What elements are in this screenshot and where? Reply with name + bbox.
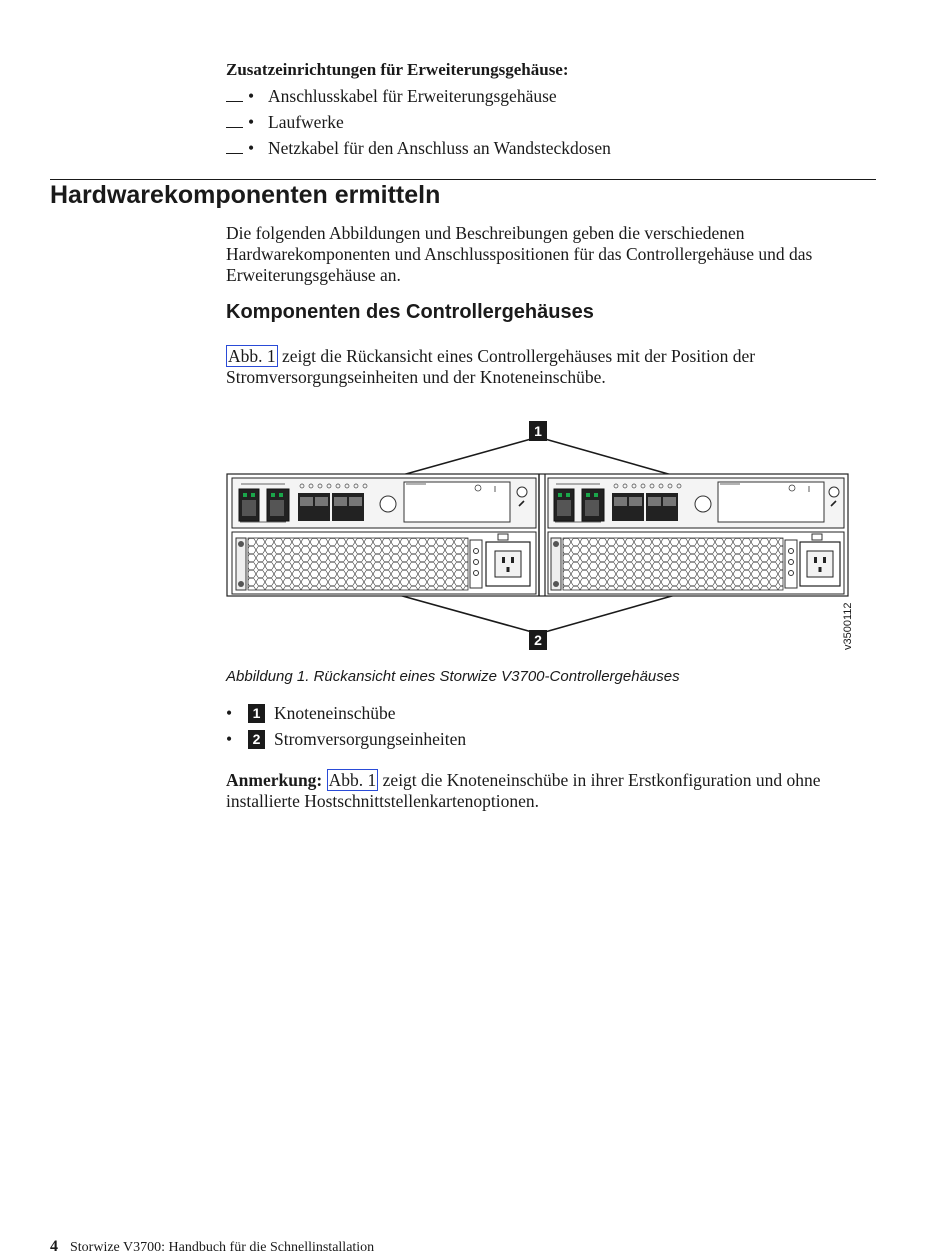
subsection-paragraph-text: zeigt die Rückansicht eines Controllergehäuses mit der Position der Stromversorgungseinheiten und der Knoteneinschübe. — [226, 346, 756, 387]
footer-title: Storwize V3700: Handbuch für die Schnellinstallation — [70, 1240, 375, 1255]
checklist-item-label: Laufwerke — [268, 112, 344, 132]
node-canister-left — [232, 478, 536, 528]
checkbox-blank — [226, 139, 243, 154]
section-title: Hardwarekomponenten ermitteln — [50, 181, 441, 209]
expansion-heading: Zusatzeinrichtungen für Erweiterungsgehäuse: — [226, 60, 569, 79]
checklist-item: • Laufwerke — [226, 112, 344, 133]
legend-callout: 2 — [248, 730, 265, 749]
section-intro: Die folgenden Abbildungen und Beschreibungen geben die verschiedenen Hardwarekomponenten und Anschlusspositionen für das Controllergehäuse und das Erweiterungsgehäuse an. — [226, 223, 813, 285]
note-paragraph — [226, 770, 856, 812]
note-label: Anmerkung: — [226, 770, 323, 790]
checklist-item-label: Anschlusskabel für Erweiterungsgehäuse — [268, 86, 557, 106]
power-supply-right — [548, 532, 844, 594]
legend-label: Stromversorgungseinheiten — [274, 729, 467, 749]
page-footer — [50, 1238, 374, 1256]
section-divider — [50, 179, 876, 180]
legend-item: • 2 Stromversorgungseinheiten — [226, 729, 467, 749]
checkbox-blank — [226, 87, 243, 102]
figure-rear-view — [220, 418, 860, 654]
legend-callout: 1 — [248, 704, 265, 723]
power-supply-left — [232, 532, 536, 594]
note-text: zeigt die Knoteneinschübe in ihrer Erstkonfiguration und ohne installierte Hostschnittstellenkartenoptionen. — [226, 770, 821, 811]
callout-1: 1 — [534, 423, 542, 439]
legend-label: Knoteneinschübe — [274, 703, 396, 723]
checklist-item-label: Netzkabel für den Anschluss an Wandsteckdosen — [268, 138, 611, 158]
subsection-paragraph — [226, 346, 866, 388]
figure-image-id: v3500112 — [842, 602, 854, 650]
figure-caption: Abbildung 1. Rückansicht eines Storwize V3700-Controllergehäuses — [226, 668, 680, 685]
checklist-item: • Netzkabel für den Anschluss an Wandsteckdosen — [226, 138, 611, 159]
legend-item: • 1 Knoteneinschübe — [226, 703, 396, 723]
figure-link[interactable]: Abb. 1 — [328, 770, 377, 790]
node-canister-right — [548, 478, 844, 528]
callout-2: 2 — [534, 632, 542, 648]
page-number: 4 — [50, 1238, 58, 1255]
checkbox-blank — [226, 113, 243, 128]
subsection-title: Komponenten des Controllergehäuses — [226, 301, 594, 323]
figure-link[interactable]: Abb. 1 — [228, 346, 276, 366]
checklist-item: • Anschlusskabel für Erweiterungsgehäuse — [226, 86, 557, 107]
